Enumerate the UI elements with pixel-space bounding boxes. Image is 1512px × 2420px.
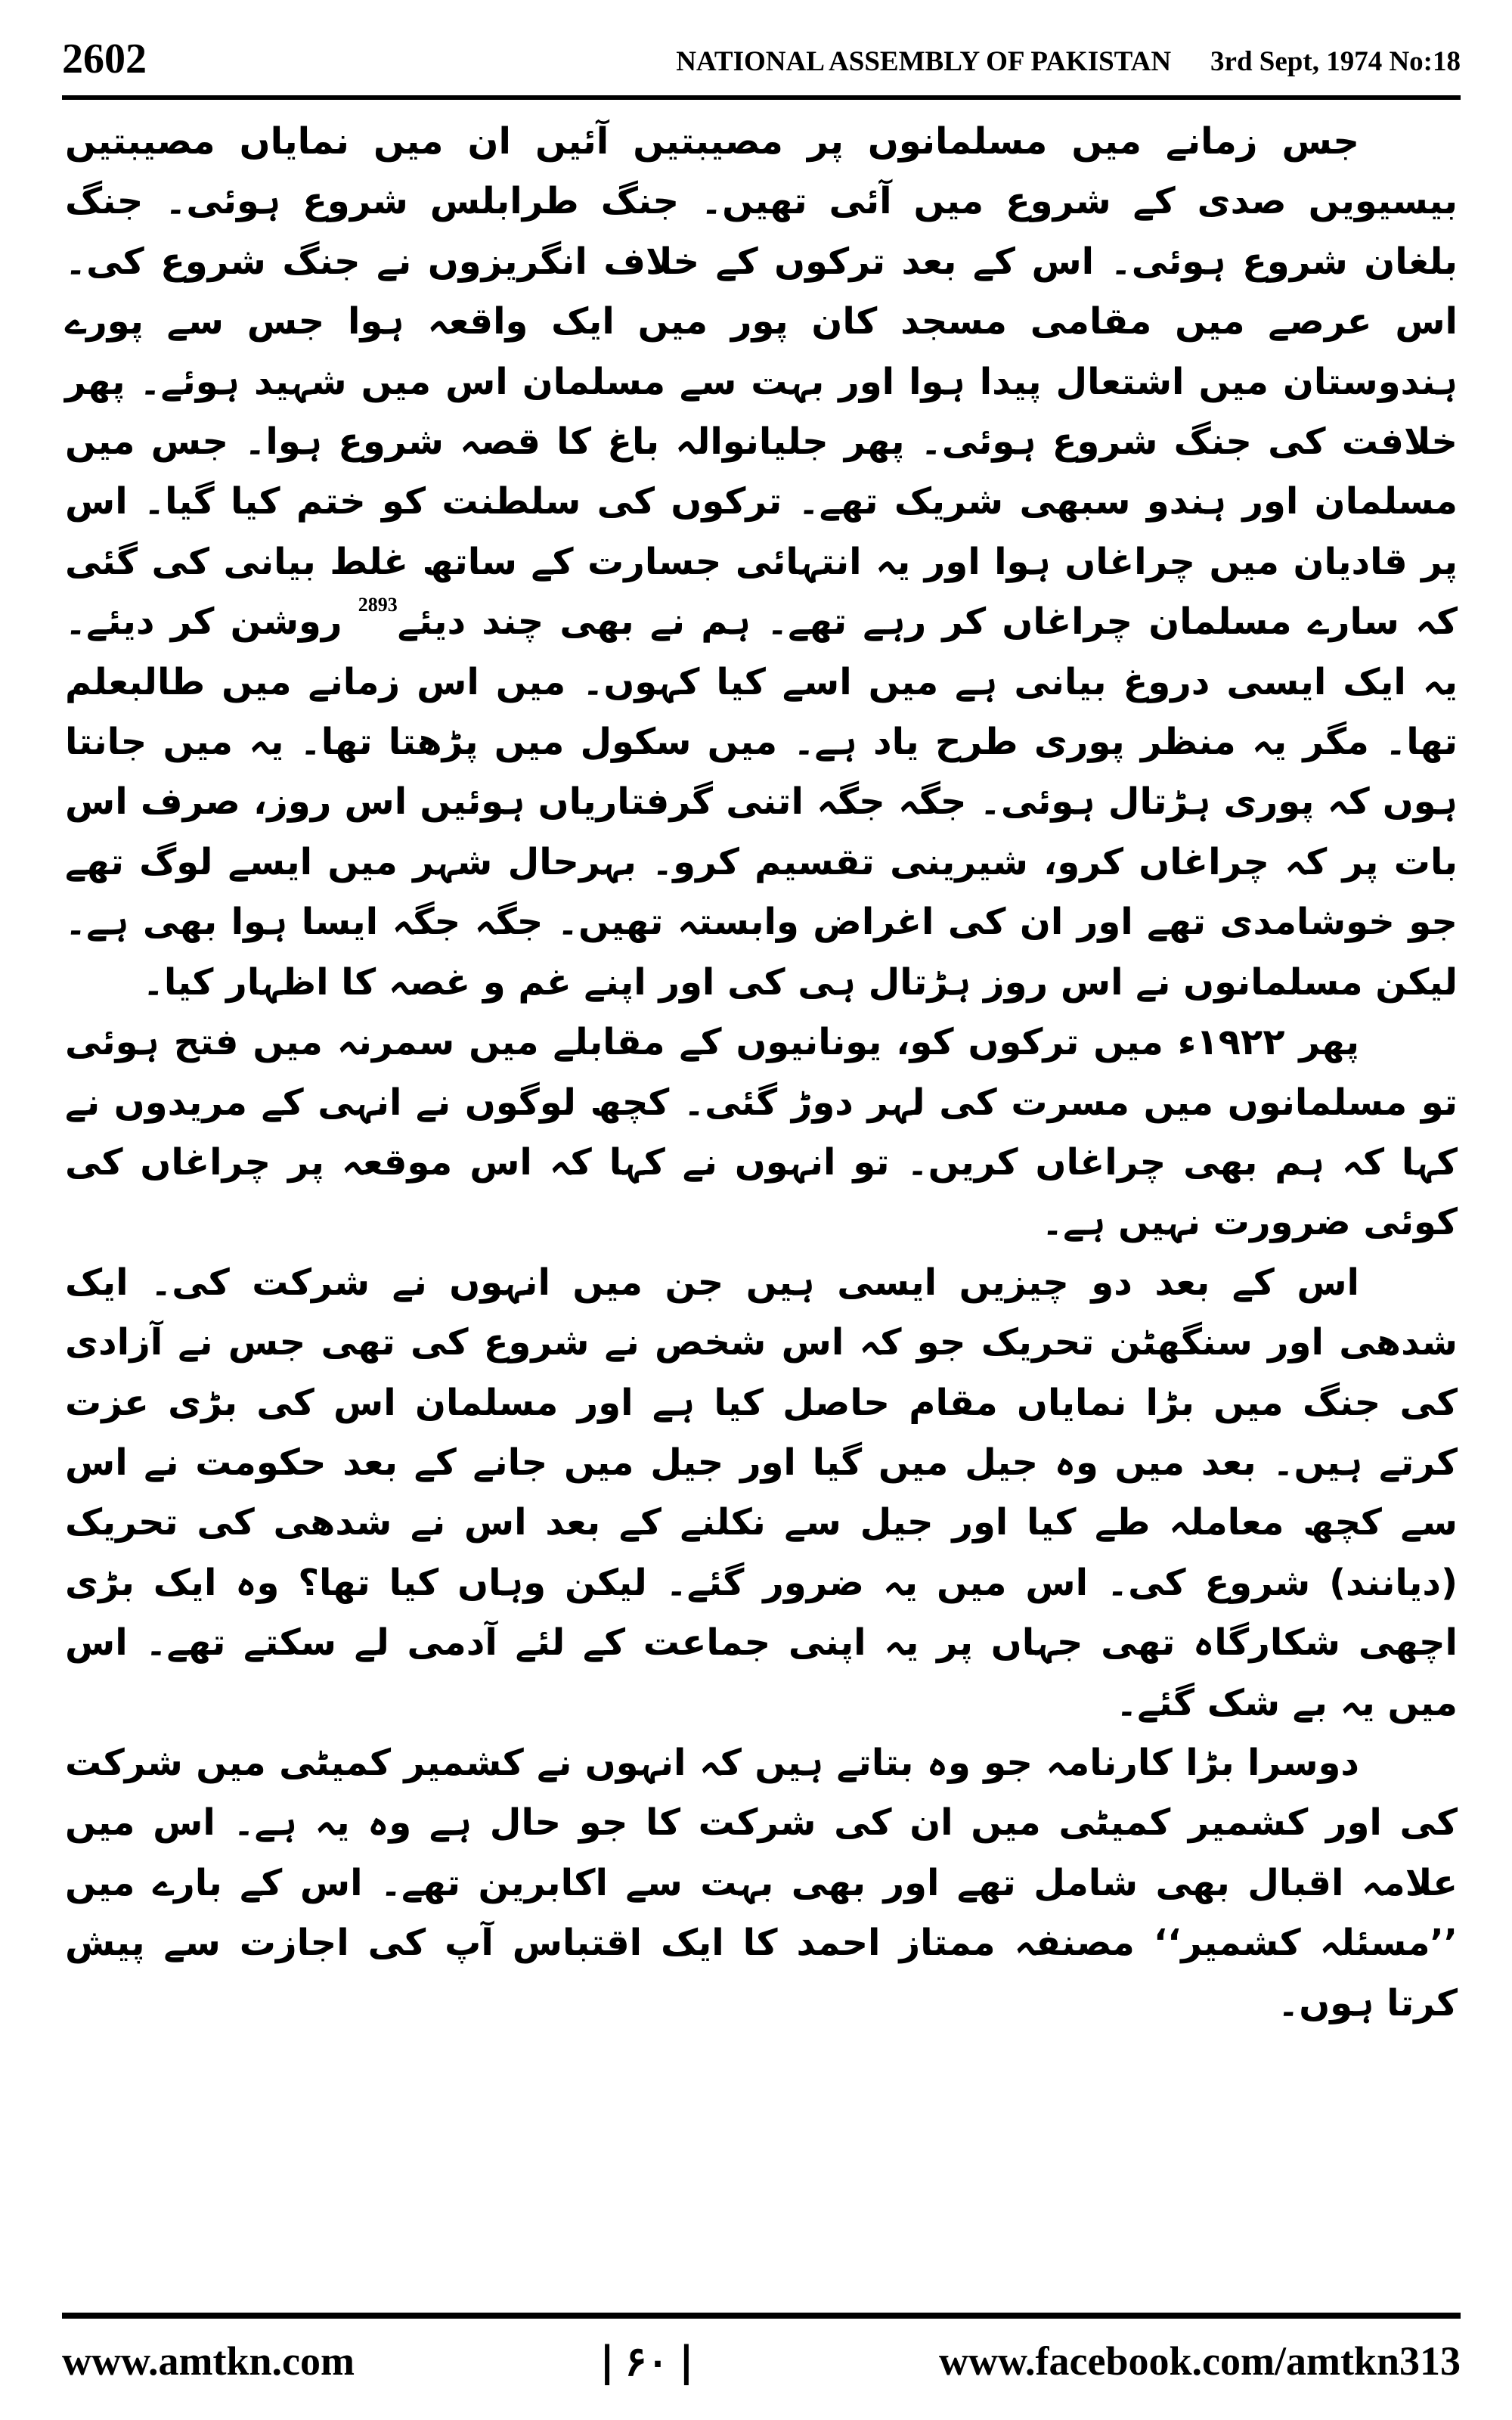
footer-rule (62, 2313, 1461, 2319)
page-number: 2602 (62, 36, 147, 82)
paragraph-2: پھر ۱۹۲۲ء میں ترکوں کو، یونانیوں کے مقابلے میں سمرنہ میں فتح ہوئی تو مسلمانوں میں مسرت کی لہر دوڑ گئی۔ کچھ لوگوں نے انہی کے مریدوں نے کہا کہ ہم بھی چراغاں کریں۔ تو انہوں نے کہا کہ اس موقعہ پر چراغاں کی کوئی ضرورت نہیں ہے۔ (65, 1021, 1458, 1244)
page-header (62, 35, 1461, 89)
paragraph-4: دوسرا بڑا کارنامہ جو وہ بتاتے ہیں کہ انہوں نے کشمیر کمیٹی میں شرکت کی اور کشمیر کمیٹی میں ان کی شرکت کا جو حال ہے وہ یہ ہے۔ اس میں علامہ اقبال بھی شامل تھے اور بھی بہت سے اکابرین تھے۔ اس کے بارے میں ’’مسئلہ کشمیر‘‘ مصنفہ ممتاز احمد کا ایک اقتباس آپ کی اجازت سے پیش کرتا ہوں۔ (65, 1741, 1458, 2024)
assembly-name: NATIONAL ASSEMBLY OF PAKISTAN (676, 46, 1172, 77)
session-date: 3rd Sept, 1974 (1210, 46, 1383, 77)
body-text (65, 112, 1458, 2034)
page-footer (62, 2331, 1461, 2391)
footnote-marker: 2893 (358, 594, 398, 616)
paragraph-1: جس زمانے میں مسلمانوں پر مصیبتیں آئیں ان میں نمایاں مصیبتیں بیسیویں صدی کے شروع میں آئی تھیں۔ جنگ طرابلس شروع ہوئی۔ جنگ بلغان شروع ہوئی۔ اس کے بعد ترکوں کے خلاف انگریزوں نے جنگ شروع کی۔ اس عرصے میں مقامی مسجد کان پور میں ایک واقعہ ہوا جس سے پورے ہندوستان میں اشتعال پیدا ہوا اور بہت سے مسلمان اس میں شہید ہوئے۔ پھر خلافت کی جنگ شروع ہوئی۔ پھر جلیانوالہ باغ کا قصہ شروع ہوا۔ جس میں مسلمان اور ہندو سبھی شریک تھے۔ ترکوں کی سلطنت کو ختم کیا گیا۔ اس پر قادیان میں چراغاں ہوا اور یہ انتہائی جسارت کے ساتھ غلط بیانی کی گئی کہ سارے مسلمان چراغاں کر رہے تھے۔ ہم نے بھی چند دیئے$^{2893}$ روشن کر دیئے۔ یہ ایک ایسی دروغ بیانی ہے میں اسے کیا کہوں۔ میں اس زمانے میں طالبعلم تھا۔ مگر یہ منظر پوری طرح یاد ہے۔ میں سکول میں پڑھتا تھا۔ یہ میں جانتا ہوں کہ پوری ہڑتال ہوئی۔ جگہ جگہ اتنی گرفتاریاں ہوئیں اس روز، صرف اس بات پر کہ چراغاں کرو، شیرینی تقسیم کرو۔ بہرحال شہر میں ایسے لوگ تھے جو خوشامدی تھے اور ان کی اغراض وابستہ تھیں۔ جگہ جگہ ایسا ہوا بھی ہے۔ لیکن مسلمانوں نے اس روز ہڑتال ہی کی اور اپنے غم و غصہ کا اظہار کیا۔ (65, 120, 1458, 1004)
paragraph-3: اس کے بعد دو چیزیں ایسی ہیں جن میں انہوں نے شرکت کی۔ ایک شدھی اور سنگھٹن تحریک جو کہ اس شخص نے شروع کی تھی جس نے آزادی کی جنگ میں بڑا نمایاں مقام حاصل کیا ہے اور مسلمان اس کی بڑی عزت کرتے ہیں۔ بعد میں وہ جیل میں گیا اور جیل میں جانے کے بعد حکومت نے اس سے کچھ معاملہ طے کیا اور جیل سے نکلنے کے بعد اس نے شدھی کی تحریک (دیانند) شروع کی۔ اس میں یہ ضرور گئے۔ لیکن وہاں کیا تھا؟ وہ ایک بڑی اچھی شکارگاہ تھی جہاں پر یہ اپنی جماعت کے لئے آدمی لے سکتے تھے۔ اس میں یہ بے شک گئے۔ (65, 1261, 1458, 1724)
running-head (676, 45, 1461, 78)
issue-number: No:18 (1389, 46, 1461, 77)
footer-website-link[interactable]: www.amtkn.com (62, 2338, 355, 2384)
footer-facebook-link[interactable]: www.facebook.com/amtkn313 (939, 2338, 1461, 2384)
header-rule (62, 95, 1461, 100)
footer-page-number: | ۶۰ | (600, 2337, 694, 2385)
